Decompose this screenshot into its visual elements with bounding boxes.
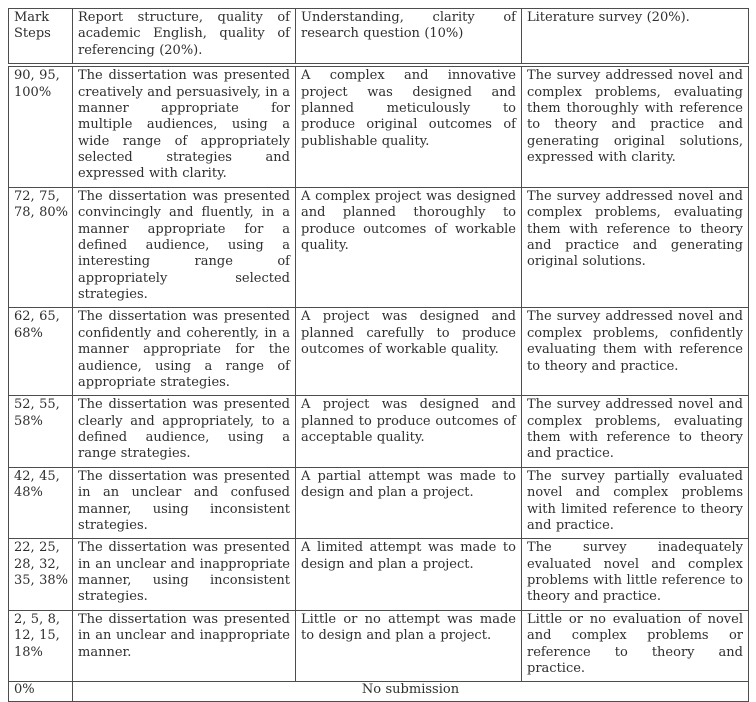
report-structure-cell: The dissertation was presented creatively and persuasively, in a manner appropriate for multiple audiences, using a wide range of appropriately selected strategies and expressed with clarity. (73, 65, 296, 187)
literature-survey-cell: The survey addressed novel and complex problems, evaluating them with reference to theory and practice and generating original solutions. (522, 187, 749, 308)
column-header-literature-survey: Literature survey (20%). (522, 9, 749, 66)
mark-steps-cell: 90, 95, 100% (9, 65, 73, 187)
mark-steps-cell: 62, 65, 68% (9, 308, 73, 396)
table-row-2-18 (9, 610, 749, 682)
understanding-cell: A partial attempt was made to design and plan a project. (296, 467, 522, 539)
mark-steps-cell: 72, 75, 78, 80% (9, 187, 73, 308)
report-structure-cell: The dissertation was presented clearly and appropriately, to a defined audience, using a range strategies. (73, 396, 296, 468)
mark-steps-cell: 22, 25, 28, 32, 35, 38% (9, 539, 73, 611)
table-row-zero (9, 682, 749, 701)
understanding-cell: A complex project was designed and planned thoroughly to produce outcomes of workable quality. (296, 187, 522, 308)
table-row-22-38 (9, 539, 749, 611)
report-structure-cell: The dissertation was presented in an unclear and inappropriate manner. (73, 610, 296, 682)
mark-steps-cell: 0% (9, 682, 73, 701)
understanding-cell: A project was designed and planned to produce outcomes of acceptable quality. (296, 396, 522, 468)
understanding-cell: A complex and innovative project was designed and planned meticulously to produce original outcomes of publishable quality. (296, 65, 522, 187)
literature-survey-cell: The survey addressed novel and complex problems, evaluating them with reference to theory and practice. (522, 396, 749, 468)
table-row-90-100 (9, 65, 749, 187)
report-structure-cell: The dissertation was presented convincingly and fluently, in a manner appropriate for a defined audience, using a interesting range of appropriately selected strategies. (73, 187, 296, 308)
column-header-report-structure: Report structure, quality of academic English, quality of referencing (20%). (73, 9, 296, 66)
table-body (9, 65, 749, 701)
report-structure-cell: The dissertation was presented confidently and coherently, in a manner appropriate for the audience, using a range of appropriate strategies. (73, 308, 296, 396)
column-header-mark-steps: Mark Steps (9, 9, 73, 66)
mark-steps-cell: 42, 45, 48% (9, 467, 73, 539)
table-row-42-48 (9, 467, 749, 539)
literature-survey-cell: The survey addressed novel and complex problems, confidently evaluating them with reference to theory and practice. (522, 308, 749, 396)
literature-survey-cell: The survey addressed novel and complex problems, evaluating them thoroughly with reference to theory and practice and generating original solutions, expressed with clarity. (522, 65, 749, 187)
literature-survey-cell: The survey partially evaluated novel and complex problems with limited reference to theory and practice. (522, 467, 749, 539)
table-header (9, 9, 749, 66)
mark-steps-cell: 52, 55, 58% (9, 396, 73, 468)
report-structure-cell: The dissertation was presented in an unclear and confused manner, using inconsistent strategies. (73, 467, 296, 539)
table-row-62-68 (9, 308, 749, 396)
literature-survey-cell: The survey inadequately evaluated novel and complex problems with little reference to theory and practice. (522, 539, 749, 611)
literature-survey-cell: Little or no evaluation of novel and complex problems or reference to theory and practice. (522, 610, 749, 682)
no-submission-cell: No submission (73, 682, 749, 701)
understanding-cell: A limited attempt was made to design and plan a project. (296, 539, 522, 611)
table-row-72-80 (9, 187, 749, 308)
understanding-cell: A project was designed and planned carefully to produce outcomes of workable quality. (296, 308, 522, 396)
mark-steps-cell: 2, 5, 8, 12, 15, 18% (9, 610, 73, 682)
marking-rubric-table (8, 8, 749, 702)
report-structure-cell: The dissertation was presented in an unclear and inappropriate manner, using inconsistent strategies. (73, 539, 296, 611)
header-row (9, 9, 749, 66)
column-header-understanding: Understanding, clarity of research question (10%) (296, 9, 522, 66)
table-row-52-58 (9, 396, 749, 468)
understanding-cell: Little or no attempt was made to design and plan a project. (296, 610, 522, 682)
